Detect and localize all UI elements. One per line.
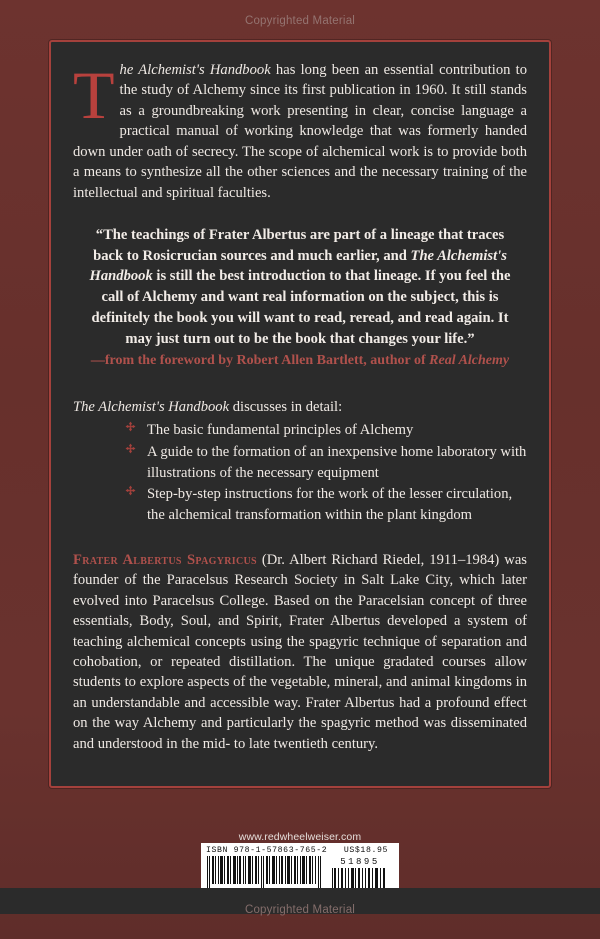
list-item [125, 420, 527, 441]
feature-list [73, 420, 527, 526]
intro-body: has long been an essential contribution to the study of Alchemy since its first publication in 1960. It still stands as a groundbreaking work presenting in clear, concise language a practical manual of working knowledge that was formerly handed down under oath of secrecy. The scope of alchemical work is to provide both a means to synthesize all the other sciences and the necessary training of the intellectual and spiritual faculties. [73, 62, 527, 201]
intro-paragraph [73, 57, 527, 203]
quote-book-title: The Alchemist's Handbook [89, 247, 507, 285]
intro-title-italic: he Alchemist's Handbook [119, 62, 271, 78]
author-bio-text: (Dr. Albert Richard Riedel, 1911–1984) was founder of the Paracelsus Research Society in Salt Lake City, which later evolved into Paracelsus College. Based on the Paracelsian concept of three essentials, Body, Soul, and Spirit, Frater Albertus developed a system of teaching alchemical concepts using the spagyric technique of separation and cohobation, or repeated distillation. The unique gradated courses allow students to explore aspects of the vegetable, mineral, and animal kingdoms in an understandable and accessible way. Frater Albertus had a profound effect on the way Alchemy and particularly the spagyric method was disseminated and understood in the mid- to late twentieth century. [73, 551, 527, 752]
list-item [125, 442, 527, 483]
price-caption: US$18.95 [343, 846, 388, 855]
author-bio [73, 550, 527, 754]
diamond-ornament-icon [125, 485, 136, 496]
discuss-lead [73, 397, 527, 417]
list-item-label: Step-by-step instructions for the work of the lesser circulation, the alchemical transformation within the plant kingdom [147, 486, 513, 524]
list-item-label: The basic fundamental principles of Alchemy [147, 422, 414, 439]
list-item [125, 484, 527, 525]
addon-digits: 51895 [340, 857, 380, 867]
diamond-ornament-icon [125, 443, 136, 454]
watermark-bottom: Copyrighted Material [244, 904, 356, 916]
quote-part-2: is still the best introduction to that lineage. If you feel the call of Alchemy and want real information on the subject, this is definitely the book you will want to read, reread, and read again. It may just turn out to be the book that changes your life.” [91, 268, 511, 347]
discuss-lead-rest: discusses in detail: [229, 398, 343, 415]
drop-cap: T [73, 57, 115, 133]
publisher-website[interactable]: www.redwheelweiser.com [238, 831, 362, 843]
discuss-lead-title: The Alchemist's Handbook [73, 398, 230, 415]
isbn-barcode-bars [206, 856, 324, 888]
content-panel [49, 40, 551, 788]
quote-attribution-title: Real Alchemy [429, 353, 510, 369]
isbn-caption: ISBN 978-1-57863-765-2 [206, 846, 328, 855]
quote-part-1: “The teachings of Frater Albertus are part of a lineage that traces back to Rosicrucian sources and much earlier, and [93, 226, 505, 264]
author-name: Frater Albertus Spagyricus [73, 551, 257, 568]
diamond-ornament-icon [125, 421, 136, 432]
pull-quote [73, 225, 527, 349]
quote-attribution-prefix: —from the foreword by Robert Allen Bartlett, author of [90, 353, 430, 369]
watermark-top: Copyrighted Material [244, 15, 356, 27]
panel-inner [73, 57, 527, 754]
list-item-label: A guide to the formation of an inexpensive home laboratory with illustrations of the necessary equipment [147, 444, 527, 481]
quote-attribution [73, 351, 527, 371]
